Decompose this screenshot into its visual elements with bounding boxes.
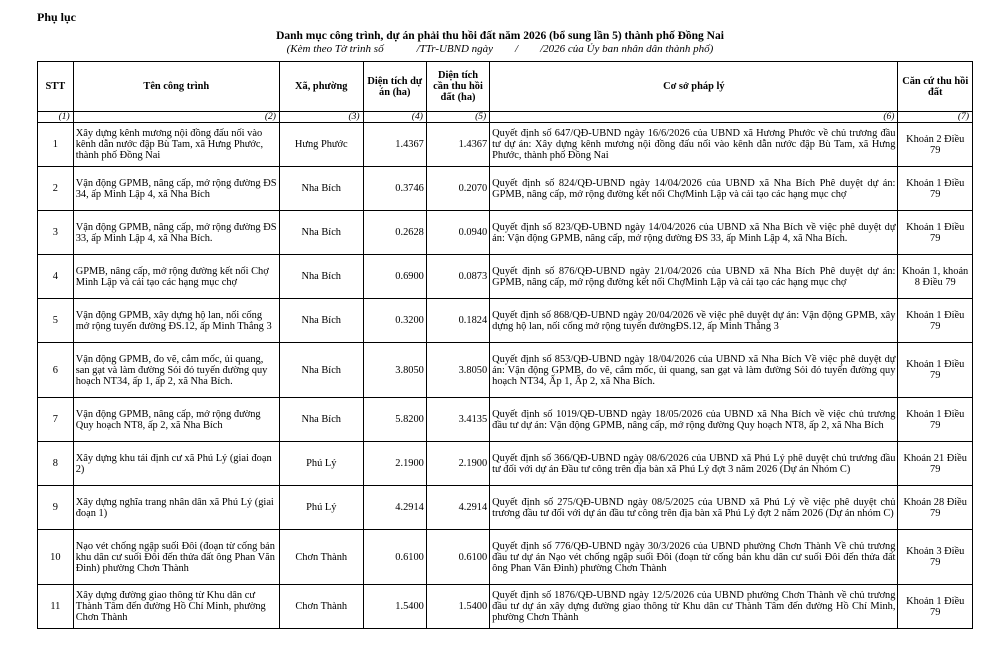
header-basis: Căn cứ thu hồi đất — [898, 62, 973, 112]
cell-name: Vận động GPMB, xây dựng hộ lan, nối cống mở rộng tuyến đường ĐS.12, ấp Minh Thắng 3 — [73, 299, 279, 343]
cell-ward: Nha Bích — [279, 299, 363, 343]
cell-legal: Quyết định số 823/QĐ-UBND ngày 14/04/2026 của UBND xã Nha Bích về việc phê duyệt dự án: Vận động GPMB, nâng cấp, mở rộng đường ĐS 33, ấp Minh Lập 4, xã Nha Bích. — [490, 211, 898, 255]
cell-ward: Phú Lý — [279, 442, 363, 486]
cell-name: Vận động GPMB, nâng cấp, mở rộng đường ĐS 33, ấp Minh Lập 4, xã Nha Bích. — [73, 211, 279, 255]
cell-ward: Chơn Thành — [279, 585, 363, 629]
cell-legal: Quyết định số 647/QĐ-UBND ngày 16/6/2026 của UBND xã Hương Phước về chủ trương đầu tư dự án: Xây dựng kênh mương nội đồng đấu nối vào kênh dẫn nước đập Bù Tam, xã Hưng Phước, thành phố Đồng Nai — [490, 123, 898, 167]
cell-legal: Quyết định số 1019/QĐ-UBND ngày 18/05/2026 của UBND xã Nha Bích về việc chủ trương đầu tư dự án: Vận động GPMB, nâng cấp, mở rộng đường Quy hoạch NT8, ấp 2, xã Nha Bích — [490, 398, 898, 442]
cell-basis: Khoản 2 Điều 79 — [898, 123, 973, 167]
cell-legal: Quyết định số 1876/QĐ-UBND ngày 12/5/2026 của UBND phường Chơn Thành về chủ trương đầu tư dự án xây dựng đường giao thông từ Khu dân cư Thành Tâm đến đường Hồ Chí Minh, phường Chơn Thành — [490, 585, 898, 629]
cell-basis: Khoản 1 Điều 79 — [898, 299, 973, 343]
cell-legal: Quyết định số 366/QĐ-UBND ngày 08/6/2026 của UBND xã Phú Lý phê duyệt chủ trương đầu tư đối với dự án Đầu tư công trên địa bàn xã Phú Lý đợt 3 năm 2026 (Dự án Nhóm C) — [490, 442, 898, 486]
header-legal: Cơ sở pháp lý — [490, 62, 898, 112]
cell-ward: Nha Bích — [279, 398, 363, 442]
cell-area: 0.3200 — [363, 299, 426, 343]
column-index: (5) — [426, 112, 489, 123]
header-recover: Diện tích cần thu hồi đất (ha) — [426, 62, 489, 112]
cell-legal: Quyết định số 853/QĐ-UBND ngày 18/04/2026 của UBND xã Nha Bích Về việc phê duyệt dự án: Vận động GPMB, đo vẽ, cắm mốc, ủi quang, san gạt và làm đường Sỏi đỏ tuyến đường quy hoạch NT34, Ấp 1, Ấp 2, xã Nha Bích. — [490, 343, 898, 398]
cell-area: 5.8200 — [363, 398, 426, 442]
cell-area: 1.5400 — [363, 585, 426, 629]
cell-area: 3.8050 — [363, 343, 426, 398]
header-ward: Xã, phường — [279, 62, 363, 112]
cell-recover: 1.5400 — [426, 585, 489, 629]
cell-ward: Hưng Phước — [279, 123, 363, 167]
cell-name: Vận động GPMB, nâng cấp, mở rộng đường Quy hoạch NT8, ấp 2, xã Nha Bích — [73, 398, 279, 442]
table-row — [38, 398, 973, 442]
cell-area: 0.6900 — [363, 255, 426, 299]
cell-ward: Nha Bích — [279, 255, 363, 299]
cell-recover: 0.0940 — [426, 211, 489, 255]
cell-stt: 1 — [38, 123, 74, 167]
project-table — [37, 61, 973, 629]
cell-area: 0.3746 — [363, 167, 426, 211]
cell-legal: Quyết định số 776/QĐ-UBND ngày 30/3/2026 của UBND phường Chơn Thành Về chủ trương đầu tư dự án Nạo vét chống ngập suối Đôi (đoạn từ cống bản khu dân cư suối Đôi đến thửa đất ông Phan Văn Đinh) phường Chơn Thành — [490, 530, 898, 585]
column-index: (2) — [73, 112, 279, 123]
document-title: Danh mục công trình, dự án phải thu hồi đất năm 2026 (bổ sung lần 5) thành phố Đồng Nai — [276, 30, 724, 42]
cell-recover: 3.8050 — [426, 343, 489, 398]
cell-recover: 3.4135 — [426, 398, 489, 442]
table-row — [38, 123, 973, 167]
column-index-row — [38, 112, 973, 123]
cell-recover: 0.6100 — [426, 530, 489, 585]
cell-basis: Khoản 1 Điều 79 — [898, 398, 973, 442]
cell-ward: Nha Bích — [279, 343, 363, 398]
column-index: (7) — [898, 112, 973, 123]
cell-name: Vận động GPMB, đo vẽ, cắm mốc, ủi quang, san gạt và làm đường Sỏi đỏ tuyến đường quy hoạch NT34, ấp 1, ấp 2, xã Nha Bích. — [73, 343, 279, 398]
cell-ward: Phú Lý — [279, 486, 363, 530]
cell-basis: Khoản 1 Điều 79 — [898, 585, 973, 629]
cell-stt: 8 — [38, 442, 74, 486]
cell-name: Xây dựng nghĩa trang nhân dân xã Phú Lý (giai đoạn 1) — [73, 486, 279, 530]
cell-stt: 4 — [38, 255, 74, 299]
table-row — [38, 442, 973, 486]
cell-name: Xây dựng đường giao thông từ Khu dân cư Thành Tâm đến đường Hồ Chí Minh, phường Chơn Thành — [73, 585, 279, 629]
cell-ward: Nha Bích — [279, 167, 363, 211]
cell-area: 0.2628 — [363, 211, 426, 255]
column-index: (3) — [279, 112, 363, 123]
table-row — [38, 211, 973, 255]
column-index: (4) — [363, 112, 426, 123]
cell-stt: 7 — [38, 398, 74, 442]
cell-recover: 0.2070 — [426, 167, 489, 211]
cell-name: Xây dựng kênh mương nội đồng đấu nối vào kênh dẫn nước đập Bù Tam, xã Hưng Phước, thành phố Đồng Nai — [73, 123, 279, 167]
header-area: Diện tích dự án (ha) — [363, 62, 426, 112]
table-row — [38, 299, 973, 343]
table-row — [38, 167, 973, 211]
cell-basis: Khoản 1 Điều 79 — [898, 167, 973, 211]
cell-basis: Khoản 21 Điều 79 — [898, 442, 973, 486]
cell-stt: 5 — [38, 299, 74, 343]
table-row — [38, 530, 973, 585]
cell-name: GPMB, nâng cấp, mở rộng đường kết nối Chợ Minh Lập và cải tạo các hạng mục chợ — [73, 255, 279, 299]
cell-name: Nạo vét chống ngập suối Đôi (đoạn từ cống bản khu dân cư suối Đôi đến thửa đất ông Phan Văn Đinh) phường Chơn Thành — [73, 530, 279, 585]
cell-recover: 0.1824 — [426, 299, 489, 343]
cell-basis: Khoản 28 Điều 79 — [898, 486, 973, 530]
document-subtitle: (Kèm theo Tờ trình số /TTr-UBND ngày / /2026 của Ủy ban nhân dân thành phố) — [286, 43, 714, 55]
cell-stt: 2 — [38, 167, 74, 211]
cell-recover: 1.4367 — [426, 123, 489, 167]
cell-stt: 6 — [38, 343, 74, 398]
cell-area: 0.6100 — [363, 530, 426, 585]
cell-legal: Quyết định số 824/QĐ-UBND ngày 14/04/2026 của UBND xã Nha Bích Phê duyệt dự án: GPMB, nâng cấp, mở rộng đường kết nối ChợMinh Lập và cải tạo các hạng mục chợ — [490, 167, 898, 211]
cell-area: 1.4367 — [363, 123, 426, 167]
cell-area: 4.2914 — [363, 486, 426, 530]
cell-area: 2.1900 — [363, 442, 426, 486]
cell-basis: Khoản 1, khoản 8 Điều 79 — [898, 255, 973, 299]
column-index: (6) — [490, 112, 898, 123]
cell-name: Vận động GPMB, nâng cấp, mở rộng đường ĐS 34, ấp Minh Lập 4, xã Nha Bích — [73, 167, 279, 211]
cell-basis: Khoản 1 Điều 79 — [898, 211, 973, 255]
cell-legal: Quyết định số 275/QĐ-UBND ngày 08/5/2025 của UBND xã Phú Lý về việc phê duyệt chủ trương đầu tư đối với dự án đầu tư công trên địa bàn xã Phú Lý đợt 2 năm 2026 (Dự án nhóm C) — [490, 486, 898, 530]
table-row — [38, 343, 973, 398]
cell-recover: 4.2914 — [426, 486, 489, 530]
column-index: (1) — [38, 112, 74, 123]
cell-basis: Khoản 1 Điều 79 — [898, 343, 973, 398]
cell-legal: Quyết định số 868/QĐ-UBND ngày 20/04/2026 về việc phê duyệt dự án: Vận động GPMB, xây dựng hộ lan, nối cống mở rộng tuyến đườngĐS.12, ấp Minh Thắng 3 — [490, 299, 898, 343]
cell-ward: Chơn Thành — [279, 530, 363, 585]
table-row — [38, 585, 973, 629]
cell-stt: 9 — [38, 486, 74, 530]
table-row — [38, 255, 973, 299]
cell-recover: 2.1900 — [426, 442, 489, 486]
appendix-label: Phụ lục — [37, 10, 77, 24]
cell-legal: Quyết định số 876/QĐ-UBND ngày 21/04/2026 của UBND xã Nha Bích Phê duyệt dự án: GPMB, nâng cấp, mở rộng đường kết nối ChợMinh Lập và cải tạo các hạng mục chợ — [490, 255, 898, 299]
header-stt: STT — [38, 62, 74, 112]
cell-stt: 10 — [38, 530, 74, 585]
cell-ward: Nha Bích — [279, 211, 363, 255]
header-name: Tên công trình — [73, 62, 279, 112]
header-row — [38, 62, 973, 112]
cell-stt: 3 — [38, 211, 74, 255]
cell-stt: 11 — [38, 585, 74, 629]
cell-basis: Khoản 3 Điều 79 — [898, 530, 973, 585]
cell-recover: 0.0873 — [426, 255, 489, 299]
table-row — [38, 486, 973, 530]
cell-name: Xây dựng khu tái định cư xã Phú Lý (giai đoạn 2) — [73, 442, 279, 486]
